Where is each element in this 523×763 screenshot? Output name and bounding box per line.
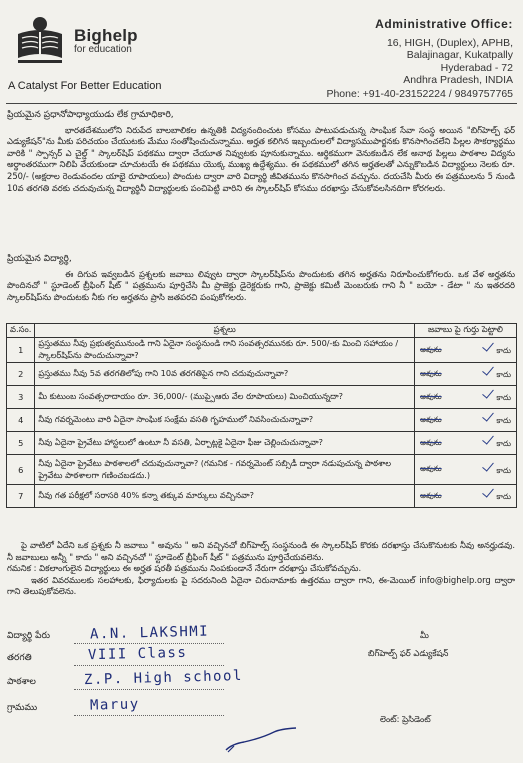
header-serial: వ.సం. xyxy=(7,324,35,338)
answer-yes[interactable]: అవును xyxy=(420,391,442,401)
answer-no[interactable]: కాదు xyxy=(480,413,511,427)
school-line xyxy=(74,689,224,690)
tick-icon xyxy=(480,463,496,473)
row-answer xyxy=(415,386,517,409)
office-line: 16, HIGH, (Duplex), APHB, xyxy=(386,36,513,49)
row-question: ప్రస్తుతము నీవు 5వ తరగతిలోపు గాని 10వ తరగతిపైన గాని చదువుచున్నావా? xyxy=(35,363,415,386)
row-question: ప్రస్తుతము నీవు ప్రభుత్వమునుండి గాని ఏదైనా సంస్థనుండి గాని సంవత్సరమునకు రూ. 500/-కు మించి సహాయం / స్కాలర్‌షిప్‌ను పొందుచున్నావా? xyxy=(35,338,415,363)
table-row xyxy=(7,363,517,386)
name-line xyxy=(74,643,224,644)
table-row xyxy=(7,432,517,455)
name-field[interactable]: A.N. LAKSHMI xyxy=(89,623,210,643)
office-line: Andhra Pradesh, INDIA xyxy=(403,74,513,86)
answer-no[interactable]: కాదు xyxy=(480,436,511,450)
row-answer xyxy=(415,409,517,432)
bighelp-logo-icon xyxy=(10,8,70,66)
tick-icon xyxy=(480,367,496,377)
header-questions: ప్రశ్నలు xyxy=(35,324,415,338)
salutation-student: ప్రియమైన విద్యార్థి, xyxy=(7,254,72,264)
answer-yes[interactable]: అవును xyxy=(420,368,442,378)
answer-no[interactable]: కాదు xyxy=(480,390,511,404)
tagline: A Catalyst For Better Education xyxy=(8,80,162,92)
village-field[interactable]: Maruy xyxy=(89,696,140,714)
row-answer xyxy=(415,338,517,363)
tick-icon xyxy=(480,413,496,423)
answer-no[interactable]: కాదు xyxy=(480,343,511,357)
class-label: తరగతి xyxy=(7,653,32,663)
answer-yes[interactable]: అవును xyxy=(420,437,442,447)
row-question: మీ కుటుంబ సంవత్సరాదాయం రూ. 36,000/- (ముప్పైఆరు వేల రూపాయలు) మించియున్నదా? xyxy=(35,386,415,409)
row-answer xyxy=(415,363,517,386)
header-answer: జవాబు పై గుర్తు పెట్టాలి xyxy=(415,324,517,338)
school-label: పాఠశాల xyxy=(7,677,36,687)
signature-icon xyxy=(222,726,302,754)
class-field[interactable]: VIII Class xyxy=(87,644,188,664)
president-label: లెంట్: ప్రెసిడెంట్ xyxy=(380,714,431,724)
table-header-row xyxy=(7,324,517,338)
header-divider xyxy=(6,103,517,104)
row-question: నీవు గత పరీక్షలో సరాసరి 40% కన్నా తక్కువ మార్కులు వచ్చినవా? xyxy=(35,485,415,508)
row-serial: 3 xyxy=(7,386,35,409)
village-line xyxy=(74,715,224,716)
tick-icon xyxy=(480,436,496,446)
answer-no[interactable]: కాదు xyxy=(480,463,511,477)
row-answer xyxy=(415,485,517,508)
answer-yes[interactable]: అవును xyxy=(420,490,442,500)
row-serial: 1 xyxy=(7,338,35,363)
name-label: విద్యార్థి పేరు xyxy=(7,631,50,641)
answer-yes[interactable]: అవును xyxy=(420,464,442,473)
student-section xyxy=(7,254,515,303)
row-question: నీవు ఏదైనా ప్రైవేటు హాస్టలులో ఉంటూ నీ వసతి, ఏర్పాట్లకై ఏదైనా ఫీజు చెల్లించుచున్నావా? xyxy=(35,432,415,455)
school-field[interactable]: Z.P. High school xyxy=(83,667,244,689)
brand xyxy=(74,26,138,55)
office-title: Administrative Office: xyxy=(375,17,513,31)
row-question: నీవు ఏదైనా ప్రైవేటు పాఠశాలలో చదువుచున్నావా? (గమనిక - గవర్నమెంట్ సబ్సిడీ ద్వారా నడుపుచున్న పాఠశాల ప్రైవేటు పాఠశాలగా గణించబడదు.) xyxy=(35,455,415,485)
salutation-headmaster: ప్రియమైన ప్రధానోపాధ్యాయుడు లేక గ్రామాధికారి, xyxy=(7,110,174,120)
row-answer xyxy=(415,432,517,455)
row-serial: 6 xyxy=(7,455,35,485)
row-serial: 2 xyxy=(7,363,35,386)
answer-yes[interactable]: అవును xyxy=(420,414,442,424)
tick-icon xyxy=(480,390,496,400)
brand-name: Bighelp xyxy=(74,26,138,45)
letter-paragraph-1: భారతదేశములోని నిరుపేద బాలబాలికల ఉన్నతికి విద్యనందించుట కోసము పాటుపడుచున్న సాంఘిక సేవా సంస్థ అయిన "బిగ్‌హెల్ప్ ఫర్ ఎడ్యుకేషన్"ను మీకు పరిచయం చేయుటకు మేము సంతోషించుచున్నాము. అర్హత కలిగిన ఇబ్బందులలో విద్యాసముపార్జనకు కొనసాగించలేని పిల్లల సౌకర్యార్థము వారికి " స్పాన్సర్ ఎ చైల్డ్ " స్కాలర్‌షిప్ పథకము ద్వారా చేయూత నివ్వుటకు పూనుకున్నాము. ఆర్థికముగా వెనుకబడిన లేక అనాథ పిల్లలు పాఠశాల విద్యను అర్థాంతరముగా నిలిపి వేయకుండా చూచుటయే ఈ పథకము యొక్క ముఖ్య ఉద్దేశ్యము. ఈ పథకములో తగిన అర్హతలతో ఎన్నుకొబడిన విద్యార్థులు నెలకు రూ. 250/- (అక్షరాల రెండువందల యాభై రూపాయలు) పొందుట ద్వారా వారి విద్యార్థి జీవితమును కొనసాగించ వచ్చును. దయచేసి మీరు ఈ పత్రములను 5 నుండి 10వ తరగతి వరకు చదువుచున్న విద్యార్థినీ విద్యార్థులకు పంచిపెట్టి వారిని ఈ స్కాలర్‌షిప్ కోసము దరఖాస్తు చేసుకోవలసినదిగా కోరగలరు. xyxy=(7,124,515,193)
footer-paragraph-1: పై వాటిలో ఏదేని ఒక ప్రశ్నకు నీ జవాబు " అవును " అని వచ్చినచో బిగ్‌హెల్ప్ సంస్థనుండి ఈ స్కాలర్‌షిప్ కొరకు దరఖాస్తు చేసుకొనుటకు నీవు అనర్హుడవు. నీ జవాబులు అన్నీ " కాదు " అని వచ్చినచో " స్టూడెంట్ బ్రీఫింగ్ షీట్ " పత్రమును పూర్తిచేయవలెను. xyxy=(7,540,515,562)
answer-no[interactable]: కాదు xyxy=(480,367,511,381)
footer-note: గమనిక : వికలాంగులైన విద్యార్థులు ఈ అర్హత షరతీ పత్రమును నింపకుండానే నేరుగా దరఖాస్తు చేసుకోవచ్చును. xyxy=(7,563,362,574)
tick-icon xyxy=(480,489,496,499)
row-serial: 5 xyxy=(7,432,35,455)
brand-subtitle: for education xyxy=(74,44,132,55)
row-answer xyxy=(415,455,517,485)
village-label: గ్రామము xyxy=(7,703,38,713)
table-row xyxy=(7,338,517,363)
table-row xyxy=(7,455,517,485)
table-row xyxy=(7,485,517,508)
table-row xyxy=(7,409,517,432)
office-line: Hyderabad - 72 xyxy=(440,61,513,74)
row-serial: 7 xyxy=(7,485,35,508)
letter-section xyxy=(7,110,515,194)
letter-paragraph-2: ఈ దిగువ ఇవ్వబడిన ప్రశ్నలకు జవాబు లివ్వుట ద్వారా స్కాలర్‌షిప్‌ను పొందుటకు తగిన అర్హతను నిరూపించుకోగలరు. ఒక వేళ అర్హతను పొందినచో " స్టూడెంట్ బ్రీఫింగ్ షీట్ " పత్రమును పూర్తిచేసి మీ ప్రాజెక్టు డైరెక్టరుకు గాని, ప్రాజెక్టు కమిటీ మెంబరుకు గాని నీ " బయో - డేటా " ను ఇతరదరి స్కాలర్‌షిప్‌ను పొందుటకు నీకు గల అర్హతను ప్రాసి జతపరచి పంపుకోగలరు. xyxy=(7,268,515,302)
organization-label: బిగ్‌హెల్ప్ ఫర్ ఎడ్యుకేషన్ xyxy=(368,648,449,658)
class-line xyxy=(74,665,224,666)
office-phone: Phone: +91-40-23152224 / 9849757765 xyxy=(326,87,513,100)
table-row xyxy=(7,386,517,409)
eligibility-table xyxy=(6,323,517,508)
signature-prefix: మీ xyxy=(420,630,429,640)
tick-icon xyxy=(480,343,496,353)
footer-section xyxy=(7,540,515,598)
row-serial: 4 xyxy=(7,409,35,432)
row-question: నీవు గవర్నమెంటు వారి ఏదైనా సాంఘిక సంక్షేమ వసతి గృహములో నివసించుచున్నావా? xyxy=(35,409,415,432)
answer-no[interactable]: కాదు xyxy=(480,489,511,503)
office-address xyxy=(326,18,513,100)
office-line: Balajinagar, Kukatpally xyxy=(406,49,513,61)
answer-yes[interactable]: అవును xyxy=(420,344,442,354)
footer-paragraph-2: ఇతర వివరములకు సలహాలకు, ఫిర్యాదులకు పై సదరునింది ఏదైనా చిరునామాకు ఉత్తరము ద్వారా గాని, ఈ-మెయిల్ info@bighelp.org ద్వారా గాని తెలుపుకోవలెను. xyxy=(7,574,515,597)
